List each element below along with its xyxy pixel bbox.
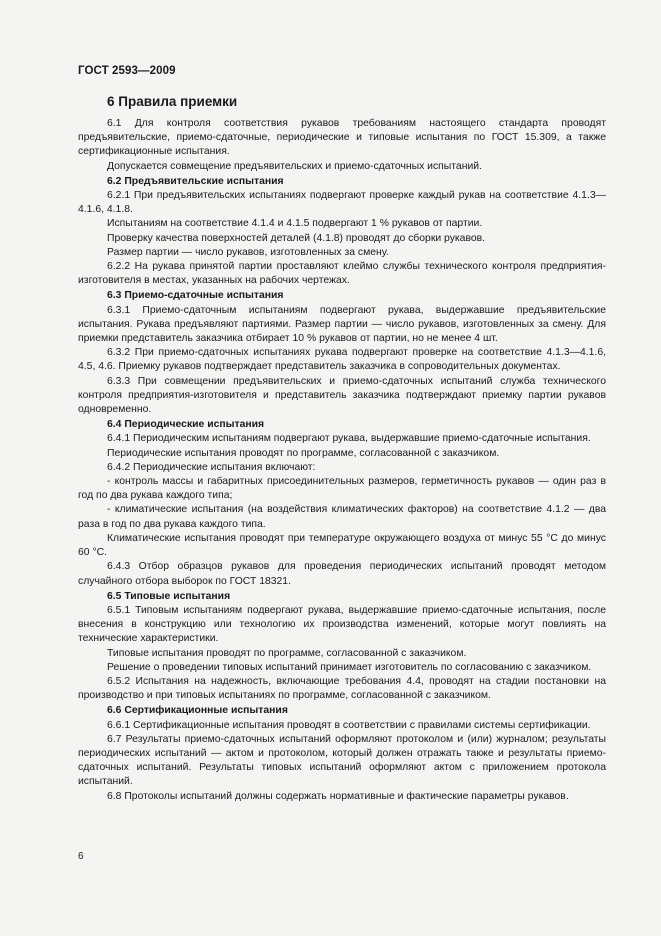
document-header: ГОСТ 2593—2009 xyxy=(78,65,176,77)
section-body xyxy=(78,117,606,804)
paragraph: 6.2.1 При предъявительских испытаниях подвергают проверке каждый рукав на соответствие 4.1.3—4.1.6, 4.1.8. xyxy=(78,190,606,216)
paragraph: Размер партии — число рукавов, изготовленных за смену. xyxy=(107,246,389,258)
paragraph: Типовые испытания проводят по программе, согласованной с заказчиком. xyxy=(107,647,467,659)
paragraph: 6.3.2 При приемо-сдаточных испытаниях рукава подвергают проверке на соответствие 4.1.3—4.1.6, 4.5, 4.6. Приемку рукавов подтверждает представитель заказчика в сопроводительных документах. xyxy=(78,347,606,373)
paragraph: 6.4.1 Периодическим испытаниям подвергают рукава, выдержавшие приемо-сдаточные испытания. xyxy=(107,433,591,445)
paragraph: 6.3.1 Приемо-сдаточным испытаниям подвергают рукава, выдержавшие предъявительские испытания. Рукава предъявляют партиями. Размер партии — число рукавов, изготовленных за смену. Для приемки представитель заказчика отбирает 10 % рукавов от партии, но не менее 4 шт. xyxy=(78,304,606,345)
paragraph: Проверку качества поверхностей деталей (4.1.8) проводят до сборки рукавов. xyxy=(107,232,486,244)
subsection-heading: 6.2 Предъявительские испытания xyxy=(107,175,284,187)
paragraph: - контроль массы и габаритных присоединительных размеров, герметичность рукавов — один раз в год по два рукава каждого типа; xyxy=(78,476,606,502)
subsection-heading: 6.4 Периодические испытания xyxy=(107,419,265,431)
subsection-heading: 6.3 Приемо-сдаточные испытания xyxy=(107,290,284,302)
paragraph: Допускается совмещение предъявительских и приемо-сдаточных испытаний. xyxy=(107,160,482,172)
section-content xyxy=(78,93,606,804)
paragraph: 6.2.2 На рукава принятой партии проставляют клеймо службы технического контроля предприятия-изготовителя в местах, указанных на рабочих чертежах. xyxy=(78,261,606,287)
paragraph: 6.5.1 Типовым испытаниям подвергают рукава, выдержавшие приемо-сдаточные испытания, после внесения в конструкцию или технологию их производства изменений, которые могут повлиять на технические характеристики. xyxy=(78,604,606,645)
paragraph: 6.5.2 Испытания на надежность, включающие требования 4.4, проводят на стадии постановки на производство и при типовых испытаниях по программе, согласованной с заказчиком. xyxy=(78,675,606,702)
paragraph: 6.4.3 Отбор образцов рукавов для проведения периодических испытаний проводят методом случайного отбора выборок по ГОСТ 18321. xyxy=(78,561,606,587)
paragraph: - климатические испытания (на воздействия климатических факторов) на соответствие 4.1.2 — два раза в год по два рукава каждого типа. xyxy=(78,504,606,530)
paragraph: Решение о проведении типовых испытаний принимает изготовитель по согласованию с заказчиком. xyxy=(107,661,592,673)
subsection-heading: 6.5 Типовые испытания xyxy=(107,590,231,602)
paragraph: 6.4.2 Периодические испытания включают: xyxy=(107,461,316,473)
page-number: 6 xyxy=(78,851,84,862)
paragraph: 6.7 Результаты приемо-сдаточных испытаний оформляют протоколом и (или) журналом; результаты периодических испытаний — актом и протоколом, который должен отражать также и результаты приемо-сдаточных испытаний. Результаты типовых испытаний оформляют актом с приложением протокола испытаний. xyxy=(78,733,606,788)
paragraph: 6.8 Протоколы испытаний должны содержать нормативные и фактические параметры рукавов. xyxy=(107,790,569,802)
paragraph: Климатические испытания проводят при температуре окружающего воздуха от минус 55 °С до минус 60 °С. xyxy=(78,532,606,559)
paragraph: Периодические испытания проводят по программе, согласованной с заказчиком. xyxy=(107,447,500,459)
paragraph: 6.1 Для контроля соответствия рукавов требованиям настоящего стандарта проводят предъявительские, приемо-сдаточные, периодические и типовые испытания по ГОСТ 15.309, а также сертификационные испытания. xyxy=(78,118,606,158)
paragraph: 6.6.1 Сертификационные испытания проводят в соответствии с правилами системы сертификации. xyxy=(107,719,591,731)
paragraph: Испытаниям на соответствие 4.1.4 и 4.1.5 подвергают 1 % рукавов от партии. xyxy=(107,218,483,230)
subsection-heading: 6.6 Сертификационные испытания xyxy=(107,705,288,717)
section-title: 6 Правила приемки xyxy=(107,94,238,109)
paragraph: 6.3.3 При совмещении предъявительских и приемо-сдаточных испытаний служба технического контроля предприятия-изготовителя и представитель заказчика подтверждают приемку партии рукавов одновременно. xyxy=(78,375,606,416)
